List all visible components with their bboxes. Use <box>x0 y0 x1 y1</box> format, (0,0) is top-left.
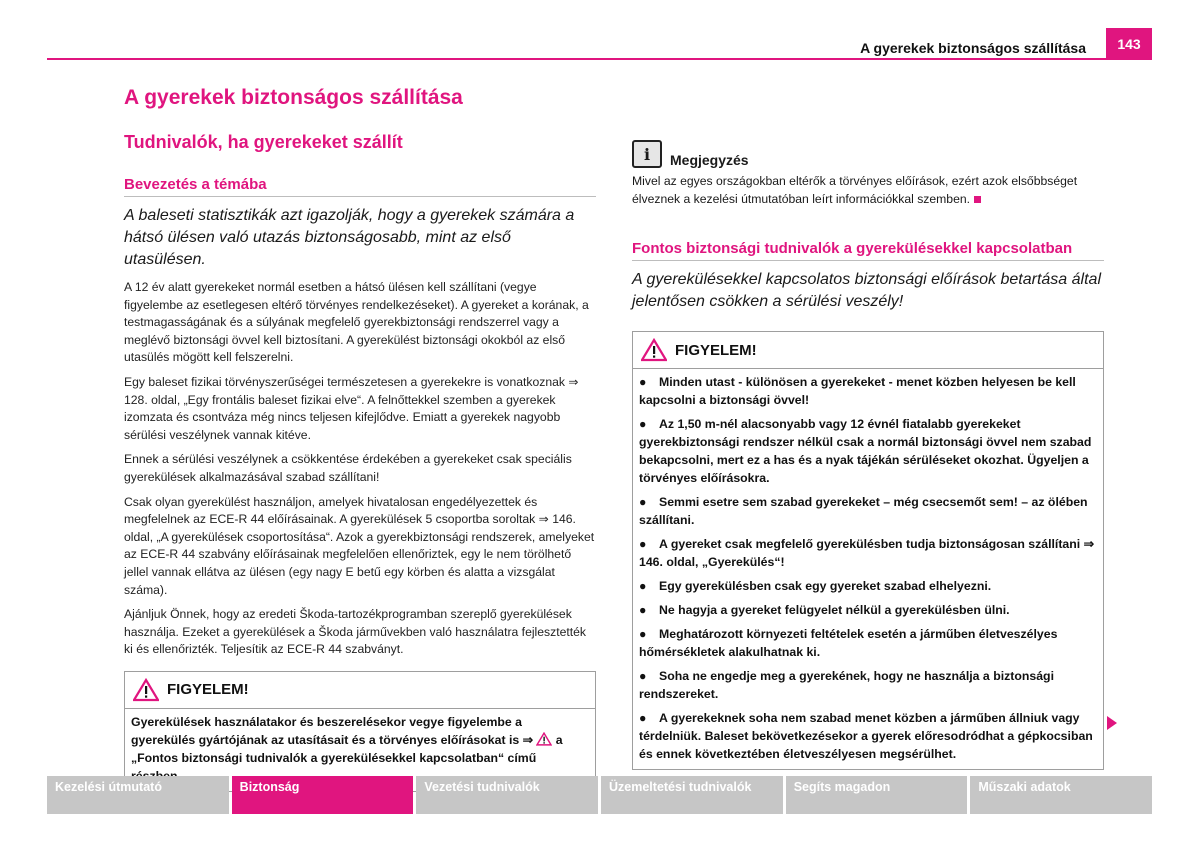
note-title: Megjegyzés <box>670 152 749 168</box>
note-body: Mivel az egyes országokban eltérők a törvényes előírások, ezért azok elsőbbséget élveznek a kezelési útmutatóban leírt információkkal szemben. <box>632 174 1078 206</box>
intro-body <box>124 279 596 659</box>
list-item: ● A gyerekeknek soha nem szabad menet közben a járműben állniuk vagy térdelniük. Baleset bekövetkezésekor a gyerek előresodródhat a gépkocsiban és ennek következtében életveszélyesen megsérülhet. <box>639 711 1093 761</box>
warning-box <box>124 671 596 792</box>
chapter-nav <box>47 776 1152 814</box>
list-item: ● Egy gyerekülésben csak egy gyereket szabad elhelyezni. <box>639 579 992 593</box>
left-column <box>124 176 596 792</box>
note-text <box>632 172 1104 208</box>
intro-heading: Bevezetés a témába <box>124 176 596 197</box>
paragraph: Ajánljuk Önnek, hogy az eredeti Škoda-tartozékprogramban szereplő gyerekülések használja. Ezeket a gyerekülések a Škoda járművekben való használatra fejlesztették ki és ellenőrizték. Teljesítik az ECE-R 44 szabványt. <box>124 607 587 657</box>
list-item: ● Meghatározott környezeti feltételek esetén a járműben életveszélyes hőmérsékletek alakulhatnak ki. <box>639 627 1058 659</box>
right-column <box>632 140 1104 770</box>
info-icon: i <box>632 140 662 168</box>
warning-list <box>633 369 1103 769</box>
warning-header <box>125 672 595 709</box>
paragraph: Ennek a sérülési veszélynek a csökkentése érdekében a gyerekeket csak speciális gyerekülések alkalmazásával szabad szállítani! <box>124 452 572 484</box>
header-rule <box>47 58 1151 60</box>
paragraph: Csak olyan gyerekülést használjon, amelyek hivatalosan engedélyezettek és megfelelnek az ECE-R 44 előírásainak. A gyerekülések 5 csoportba soroltak ⇒ 146. oldal, „A gyerekülések csoportosítása“. Azok a gyerekbiztonsági rendszerek, amelyeket az ECE-R 44 szabvány előírásainak megfelelően ellenőriztek, egy le nem törölhető jellel vannak ellátva az ülésen (egy nagy E betű egy körben és alatta a vizsgálat száma). <box>124 494 595 597</box>
end-marker <box>974 196 981 203</box>
list-item: ● Soha ne engedje meg a gyerekének, hogy ne használja a biztonsági rendszereket. <box>639 669 1054 701</box>
list-item: ● Minden utast - különösen a gyerekeket - menet közben helyesen be kell kapcsolni a biztonsági övvel! <box>639 375 1076 407</box>
nav-tab-vezetesi-tudnivalok[interactable]: Vezetési tudnivalók <box>416 776 598 814</box>
next-page-arrow-icon[interactable] <box>1107 716 1117 730</box>
nav-tab-uzemeltetesi-tudnivalok[interactable]: Üzemeltetési tudnivalók <box>601 776 783 814</box>
safety-heading: Fontos biztonsági tudnivalók a gyerekülésekkel kapcsolatban <box>632 240 1104 261</box>
list-item: ● Az 1,50 m-nél alacsonyabb vagy 12 évnél fiatalabb gyerekeket gyerekbiztonsági rendszer nélkül csak a normál biztonsági övvel nem szabad bekapcsolni, mert ez a has és a nyak tájékán sérüléseket okozhat. Ügyeljen a törvényes előírásokra. <box>639 417 1092 485</box>
warning-title: FIGYELEM! <box>167 681 249 699</box>
note-header <box>632 140 1104 168</box>
warning-title: FIGYELEM! <box>675 341 757 359</box>
nav-tab-biztonsag[interactable]: Biztonság <box>232 776 414 814</box>
warning-text-end: a „Fontos biztonsági tudnivalók a gyerekülésekkel kapcsolatban“ című <box>131 732 563 765</box>
warning-triangle-icon <box>133 678 159 702</box>
safety-lead: A gyerekülésekkel kapcsolatos biztonsági előírások betartása által jelentősen csökken a sérülési veszély! <box>632 271 1101 310</box>
nav-tab-muszaki-adatok[interactable]: Műszaki adatok <box>970 776 1152 814</box>
paragraph: Egy baleset fizikai törvényszerűségei természetesen a gyerekekre is vonatkoznak ⇒ 128. oldal, „Egy frontális baleset fizikai elve“. A felnőttekkel szemben a gyerekek izomzata és csontváza még nincs teljesen kifejlődve. Emiatt a gyerekek nagyobb sérülési veszélynek vannak kitéve. <box>124 374 579 442</box>
running-header: A gyerekek biztonságos szállítása <box>860 40 1086 56</box>
intro-lead: A baleseti statisztikák azt igazolják, hogy a gyerekek számára a hátsó ülésen való utazás biztonságosabb, mint az első utasülésen. <box>124 207 575 268</box>
nav-tab-segits-magadon[interactable]: Segíts magadon <box>786 776 968 814</box>
list-item: ● Semmi esetre sem szabad gyerekeket – még csecsemőt sem! – az ölében szállítani. <box>639 495 1088 527</box>
warning-triangle-icon <box>641 338 667 362</box>
nav-tab-kezelesi-utmutato[interactable]: Kezelési útmutató <box>47 776 229 814</box>
chapter-title: A gyerekek biztonságos szállítása <box>124 86 463 109</box>
warning-triangle-icon <box>536 732 552 746</box>
section-title: Tudnivalók, ha gyerekeket szállít <box>124 132 403 152</box>
list-item: ● Ne hagyja a gyereket felügyelet nélkül a gyerekülésben ülni. <box>639 603 1010 617</box>
list-item: ● A gyereket csak megfelelő gyerekülésben tudja biztonságosan szállítani ⇒ 146. oldal, „Gyerekülés“! <box>639 537 1094 569</box>
warning-box <box>632 331 1104 770</box>
warning-text-start: Gyerekülések használatakor és beszerelésekor vegye figyelembe a gyerekülés gyártójának az utasításait és a törvényes előírásokat is ⇒ <box>131 714 533 747</box>
paragraph: A 12 év alatt gyerekeket normál esetben a hátsó ülésen kell szállítani (vegye figyelembe az esetlegesen eltérő törvényes rendelkezéseket). A gyereket a korának, a testmagasságának és a súlyának megfelelő gyerekbiztonsági rendszerrel vagy a meglévő biztonsági övvel kell biztosítani. A gyerekülést biztonsági okokból az első utasülés mögött kell felszerelni. <box>124 280 589 365</box>
warning-header <box>633 332 1103 369</box>
page-number: 143 <box>1106 28 1152 60</box>
